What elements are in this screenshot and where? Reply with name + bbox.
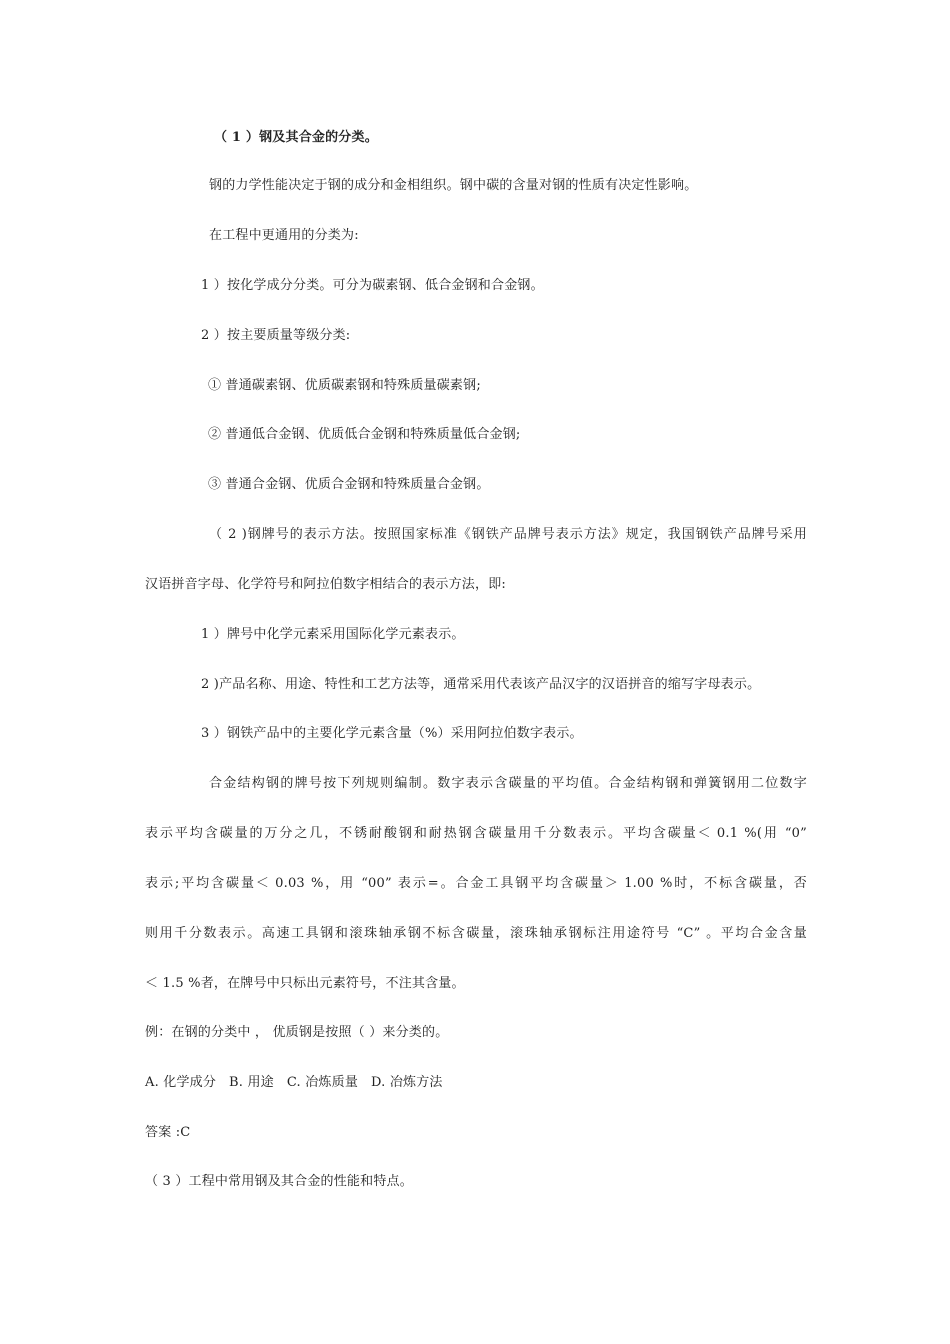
paragraph-4-line-5: ＜ 1.5 %者，在牌号中只标出元素符号，不注其含量。	[145, 976, 465, 991]
paragraph-4-line-2: 表示平均含碳量的万分之几，不锈耐酸钢和耐热钢含碳量用千分数表示。平均含碳量＜ 0.1 %(用 “0”	[145, 826, 807, 841]
paragraph-3-line-2: 汉语拼音字母、化学符号和阿拉伯数字相结合的表示方法，即:	[145, 577, 506, 592]
paragraph-2: 在工程中更通用的分类为:	[209, 228, 359, 243]
paragraph-1: 钢的力学性能决定于钢的成分和金相组织。钢中碳的含量对钢的性质有决定性影响。	[209, 178, 698, 193]
paragraph-4-line-4: 则用千分数表示。高速工具钢和滚珠轴承钢不标含碳量，滚珠轴承钢标注用途符号 “C” 。平均合金含量	[145, 926, 807, 941]
rule-item-3: 3 ）钢铁产品中的主要化学元素含量（%）采用阿拉伯数字表示。	[201, 726, 583, 741]
answer-options: A. 化学成分 B. 用途 C. 冶炼质量 D. 冶炼方法	[145, 1075, 443, 1090]
rule-item-1: 1 ）牌号中化学元素采用国际化学元素表示。	[201, 627, 465, 642]
sub-item-2: ② 普通低合金钢、优质低合金钢和特殊质量低合金钢;	[208, 427, 521, 442]
example-question: 例：在钢的分类中 ， 优质钢是按照（ ）来分类的。	[145, 1025, 449, 1040]
sub-item-1: ① 普通碳素钢、优质碳素钢和特殊质量碳素钢;	[208, 378, 481, 393]
paragraph-3-line-1: （ 2 )钢牌号的表示方法。按照国家标准《钢铁产品牌号表示方法》规定，我国钢铁产品牌号采用	[209, 527, 807, 542]
sub-item-3: ③ 普通合金钢、优质合金钢和特殊质量合金钢。	[208, 477, 490, 492]
section-heading-3: （ 3 ）工程中常用钢及其合金的性能和特点。	[145, 1174, 413, 1189]
list-item-1: 1 ）按化学成分分类。可分为碳素钢、低合金钢和合金钢。	[201, 278, 544, 293]
paragraph-4-line-1: 合金结构钢的牌号按下列规则编制。数字表示含碳量的平均值。合金结构钢和弹簧钢用二位数字	[209, 776, 807, 791]
list-item-2: 2 ）按主要质量等级分类:	[201, 328, 351, 343]
section-heading-1: （ 1 ）钢及其合金的分类。	[214, 130, 378, 145]
paragraph-4-line-3: 表示;平均含碳量＜ 0.03 %，用 “00” 表示=。合金工具钢平均含碳量＞ 1.00 %时，不标含碳量，否	[145, 876, 807, 891]
rule-item-2: 2 )产品名称、用途、特性和工艺方法等，通常采用代表该产品汉字的汉语拼音的缩写字母表示。	[201, 677, 761, 692]
answer-text: 答案 :C	[145, 1125, 191, 1140]
